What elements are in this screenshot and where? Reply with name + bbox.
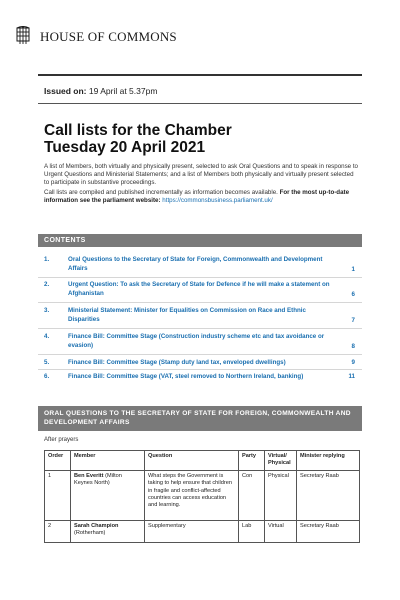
parliament-website-link[interactable]: https://commonsbusiness.parliament.uk/ — [160, 197, 273, 205]
oral-questions-heading: ORAL QUESTIONS TO THE SECRETARY OF STATE FOR FOREIGN, COMMONWEALTH AND DEVELOPMENT AFFAIRS — [38, 406, 362, 431]
mode-cell: Physical — [265, 470, 297, 520]
member-seat: (Rotherham) — [74, 530, 106, 537]
minister-cell: Secretary Raab — [297, 520, 360, 542]
org-name — [40, 29, 177, 46]
header — [15, 26, 215, 50]
toc-num: 6. — [44, 373, 50, 380]
question-cell: Supplementary — [145, 520, 239, 542]
toc-text: Finance Bill: Committee Stage (VAT, steel removed to Northern Ireland, banking) — [68, 373, 304, 380]
toc-num: 4. — [44, 333, 50, 340]
party-cell: Lab — [239, 520, 265, 542]
table-row — [45, 520, 360, 542]
toc-page: 9 — [351, 359, 355, 366]
intro-paragraph: A list of Members, both virtually and physically present, selected to ask Oral Questions and to speak in response to Urgent Questions and Ministerial Statements; and a list of Members both physically and virtually present selected to participate in substantive proceedings. — [44, 163, 359, 187]
toc-page: 11 — [348, 373, 355, 380]
party-cell: Con — [239, 470, 265, 520]
question-cell: What steps the Government is taking to help ensure that children in fragile and conflict-affected countries can access education and learning. — [145, 470, 239, 520]
call-list-table — [44, 450, 360, 543]
page-title — [44, 122, 232, 156]
column-header: Member — [71, 451, 145, 471]
toc-divider — [38, 302, 362, 303]
member-cell — [71, 470, 145, 520]
toc-divider — [38, 354, 362, 355]
org-name-text: HOUSE OF COMMONS — [40, 29, 177, 44]
toc-text: Finance Bill: Committee Stage (Stamp duty land tax, enveloped dwellings) — [68, 359, 286, 366]
member-seat: (Milton Keynes North) — [74, 472, 122, 487]
toc-page: 1 — [351, 266, 355, 273]
toc-page: 7 — [351, 317, 355, 324]
toc-num: 3. — [44, 307, 50, 314]
issued-line — [44, 86, 157, 96]
toc-text: Ministerial Statement: Minister for Equalities on Commission on Race and Ethnic Disparities — [68, 307, 306, 323]
toc-text: Oral Questions to the Secretary of State for Foreign, Commonwealth and Development Affairs — [68, 256, 323, 272]
title-line2: Tuesday 20 April 2021 — [44, 139, 206, 156]
table-header-row — [45, 451, 360, 471]
issued-label: Issued on: — [44, 86, 87, 96]
toc-divider — [38, 328, 362, 329]
column-header: Party — [239, 451, 265, 471]
toc-divider — [38, 277, 362, 278]
toc-text: Finance Bill: Committee Stage (Construction industry scheme etc and tax avoidance or evasion) — [68, 333, 325, 349]
toc-divider — [38, 369, 362, 370]
toc-page: 6 — [351, 291, 355, 298]
order-cell: 1 — [45, 470, 71, 520]
contents-heading: CONTENTS — [38, 234, 362, 247]
mode-cell: Virtual — [265, 520, 297, 542]
after-prayers-label: After prayers — [44, 437, 79, 443]
member-name: Sarah Champion — [74, 522, 119, 529]
member-cell — [71, 520, 145, 542]
toc-num: 2. — [44, 281, 50, 288]
toc-text: Urgent Question: To ask the Secretary of State for Defence if he will make a statement on Afghanistan — [68, 281, 330, 297]
toc-page: 8 — [351, 343, 355, 350]
toc-num: 5. — [44, 359, 50, 366]
order-cell: 2 — [45, 520, 71, 542]
column-header: Order — [45, 451, 71, 471]
divider-issued — [38, 103, 362, 104]
intro-paragraph-2 — [44, 189, 360, 205]
title-line1: Call lists for the Chamber — [44, 122, 232, 139]
toc-num: 1. — [44, 256, 50, 263]
member-name: Ben Everitt — [74, 472, 104, 479]
minister-cell: Secretary Raab — [297, 470, 360, 520]
intro2-start: Call lists are compiled and published incrementally as information becomes available. — [44, 189, 280, 196]
column-header: Minister replying — [297, 451, 360, 471]
intro2-bold: For the most up-to-date information see the parliament website: — [44, 189, 350, 205]
column-header: Virtual/ Physical — [265, 451, 297, 471]
table-row — [45, 470, 360, 520]
issued-value: 19 April at 5.37pm — [88, 86, 158, 96]
portcullis-icon — [15, 26, 31, 46]
divider-top — [38, 74, 362, 76]
column-header: Question — [145, 451, 239, 471]
